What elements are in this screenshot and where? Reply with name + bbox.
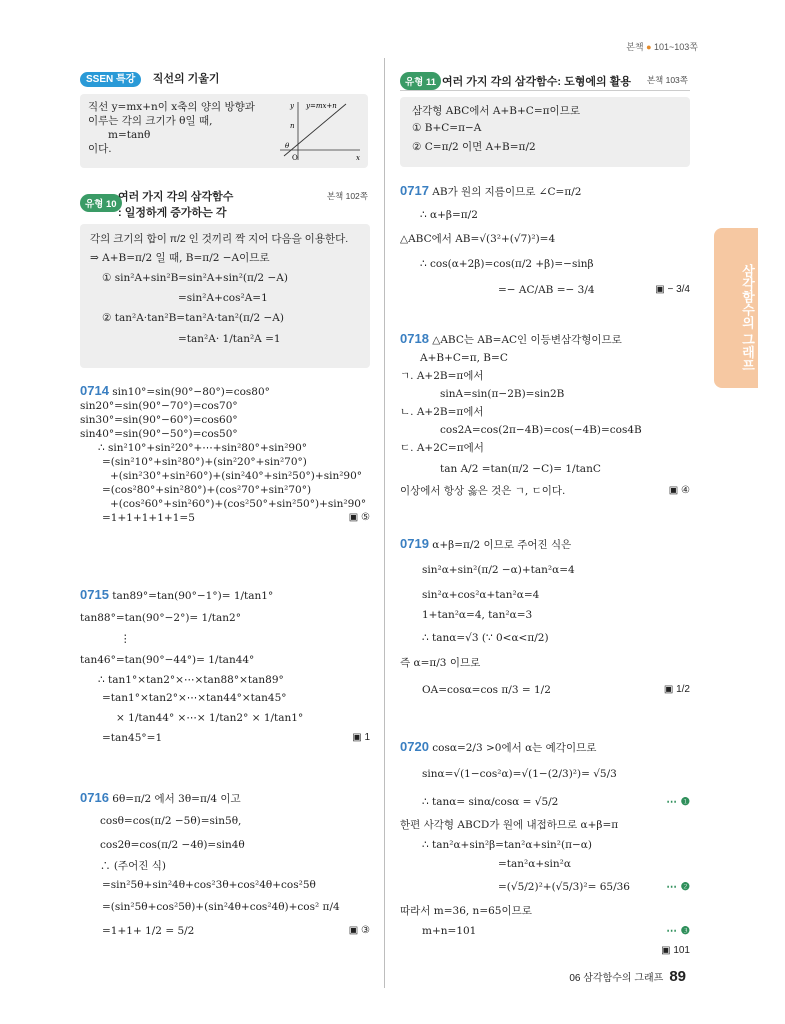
ssen-line: 이다.: [88, 143, 112, 155]
solution-line: × 1/tan44° ×⋯× 1/tan2° × 1/tan1°: [116, 712, 304, 724]
solution-line: ∴ α+β=π/2: [420, 209, 478, 221]
type11-line: ② C=π/2 이면 A+B=π/2: [412, 141, 536, 153]
solution-line: m+n=101: [422, 925, 477, 937]
graph-n-label: n: [290, 122, 295, 130]
problem-number: 0717: [400, 183, 429, 198]
type11-section: [400, 70, 690, 167]
solution-line: sin30°=sin(90°−60°)=cos60°: [80, 414, 238, 426]
problem-0719: [400, 534, 690, 705]
answer-0718: ▣ ④: [668, 485, 690, 496]
answer-0719: ▣ 1/2: [663, 684, 690, 695]
solution-line: cosθ=cos(π/2 −5θ)=sin5θ,: [100, 815, 242, 827]
type10-section: [80, 188, 370, 368]
problem-0714: [80, 384, 370, 525]
type11-badge: 유형 11: [400, 72, 441, 90]
solution-line: sin10°=sin(90°−80°)=cos80°: [112, 386, 270, 398]
solution-line: 따라서 m=36, n=65이므로: [400, 905, 532, 917]
graph-theta-label: θ: [285, 142, 290, 150]
solution-line: 즉 α=π/3 이므로: [400, 657, 481, 669]
problem-number: 0720: [400, 739, 429, 754]
answer-0717: ▣ − 3/4: [655, 284, 690, 295]
solution-line: A+B+C=π, B=C: [420, 352, 508, 364]
ssen-line: 직선 y=mx+n이 x축의 양의 방향과: [88, 101, 255, 113]
solution-line: ∴ (주어진 식): [100, 860, 166, 872]
step-mark-3: ⋯ ❸: [666, 925, 690, 937]
solution-line: tan A/2 =tan(π/2 −C)= 1/tanC: [440, 463, 601, 475]
solution-line: cos2A=cos(2π−4B)=cos(−4B)=cos4B: [440, 424, 642, 436]
solution-line: tan89°=tan(90°−1°)= 1/tan1°: [112, 590, 274, 602]
type10-line: =tan²A· 1/tan²A =1: [178, 333, 281, 345]
answer-box-icon: ▣: [348, 512, 359, 523]
solution-line: =(sin²5θ+cos²5θ)+(sin²4θ+cos²4θ)+cos² π/4: [102, 901, 340, 913]
ssen-badge: SSEN 특강: [80, 72, 141, 87]
solution-line: tan88°=tan(90°−2°)= 1/tan2°: [80, 612, 241, 624]
answer-0720: ▣ 101: [661, 945, 690, 956]
problem-number: 0716: [80, 790, 109, 805]
solution-line: ⋮: [120, 633, 131, 645]
solution-line: △ABC는 AB=AC인 이등변삼각형이므로: [432, 334, 622, 346]
type11-ref: 본책 103쪽: [646, 75, 688, 85]
chapter-side-tab: [714, 228, 785, 388]
solution-line: =(√5/2)²+(√5/3)²= 65/36: [498, 881, 630, 893]
graph-y-label: y: [290, 102, 294, 110]
solution-line: sin²α+sin²(π/2 −α)+tan²α=4: [422, 564, 575, 576]
answer-0714: ▣ ⑤: [348, 512, 370, 523]
solution-line: =sin²5θ+sin²4θ+cos²3θ+cos²4θ+cos²5θ: [102, 879, 316, 891]
answer-0716: ▣ ③: [348, 925, 370, 936]
type10-ref: 본책 102쪽: [326, 191, 368, 201]
step-mark-2: ⋯ ❷: [666, 881, 690, 893]
solution-line: ∴ tan1°×tan2°×⋯×tan88°×tan89°: [98, 674, 284, 686]
type10-line: ⇒ A+B=π/2 일 때, B=π/2 −A이므로: [90, 252, 270, 264]
problem-number: 0714: [80, 383, 109, 398]
solution-line: △ABC에서 AB=√(3²+(√7)²)=4: [400, 233, 556, 245]
solution-line: ∴ tan²α+sin²β=tan²α+sin²(π−α): [422, 839, 592, 851]
solution-line: sin20°=sin(90°−70°)=cos70°: [80, 400, 238, 412]
problem-0715: [80, 584, 370, 747]
graph-eq-label: y=mx+n: [306, 102, 337, 110]
answer-0715: ▣ 1: [352, 732, 370, 743]
solution-line: sin²α+cos²α+tan²α=4: [422, 589, 540, 601]
problem-0718: [400, 330, 690, 501]
page-reference: 본책 ● 101~103쪽: [626, 42, 698, 52]
type11-title: 여러 가지 각의 삼각함수: 도형에의 활용: [442, 76, 631, 88]
column-divider: [384, 58, 385, 988]
solution-line: ㄱ. A+2B=π에서: [400, 370, 484, 382]
type10-line: ② tan²A·tan²B=tan²A·tan²(π/2 −A): [102, 312, 284, 324]
type10-badge: 유형 10: [80, 194, 122, 212]
solution-line: ∴ tanα=√3 (∵ 0<α<π/2): [422, 632, 549, 644]
solution-line: ∴ sin²10°+sin²20°+⋯+sin²80°+sin²90°: [98, 442, 308, 454]
footer-chapter: 06 삼각함수의 그래프: [569, 973, 664, 984]
solution-line: sin40°=sin(90°−50°)=cos50°: [80, 428, 238, 440]
answer-box-icon: ▣: [352, 732, 362, 743]
solution-line: AB가 원의 지름이므로 ∠C=π/2: [432, 186, 582, 198]
problem-number: 0718: [400, 331, 429, 346]
solution-line: =(sin²10°+sin²80°)+(sin²20°+sin²70°): [102, 456, 307, 468]
answer-box-icon: ▣: [348, 925, 359, 936]
solution-line: 1+tan²α=4, tan²α=3: [422, 609, 533, 621]
problem-number: 0715: [80, 587, 109, 602]
answer-box-icon: ▣: [661, 945, 671, 956]
problem-0716: [80, 788, 370, 943]
solution-line: =1+1+ 1/2 = 5/2: [102, 925, 195, 937]
ssen-line: 이루는 각의 크기가 θ일 때,: [88, 115, 213, 127]
solution-line: +(sin²30°+sin²60°)+(sin²40°+sin²50°)+sin²90°: [110, 470, 363, 482]
answer-box-icon: ▣: [668, 485, 679, 496]
solution-line: =− AC/AB =− 3/4: [498, 284, 595, 296]
type10-title: 여러 가지 각의 삼각함수: [118, 191, 234, 203]
problem-0717: [400, 180, 690, 303]
ssen-special-box: [80, 72, 368, 168]
page-number: 89: [669, 968, 686, 985]
type11-line: 삼각형 ABC에서 A+B+C=π이므로: [412, 105, 580, 117]
solution-line: =tan1°×tan2°×⋯×tan44°×tan45°: [102, 692, 287, 704]
solution-line: α+β=π/2 이므로 주어진 식은: [432, 539, 572, 551]
graph-x-label: x: [356, 154, 360, 162]
solution-line: =(cos²80°+sin²80°)+(cos²70°+sin²70°): [102, 484, 312, 496]
ssen-title: 직선의 기울기: [152, 73, 220, 85]
solution-line: ∴ cos(α+2β)=cos(π/2 +β)=−sinβ: [420, 258, 594, 270]
type10-line: 각의 크기의 합이 π/2 인 것끼리 짝 지어 다음을 이용한다.: [90, 233, 349, 245]
solution-line: cos2θ=cos(π/2 −4θ)=sin4θ: [100, 839, 245, 851]
page-footer: [569, 968, 686, 985]
solution-line: ∴ tanα= sinα/cosα = √5/2: [422, 796, 559, 808]
solution-line: sinA=sin(π−2B)=sin2B: [440, 388, 565, 400]
solution-line: OA=cosα=cos π/3 = 1/2: [422, 684, 551, 696]
type10-subtitle: : 일정하게 증가하는 각: [118, 207, 227, 219]
solution-line: cosα=2/3 >0에서 α는 예각이므로: [432, 742, 597, 754]
answer-box-icon: ▣: [655, 284, 665, 295]
solution-line: tan46°=tan(90°−44°)= 1/tan44°: [80, 654, 255, 666]
solution-line: ㄴ. A+2B=π에서: [400, 406, 484, 418]
line-slope-graph: [276, 98, 364, 164]
solution-line: =tan²α+sin²α: [498, 858, 571, 870]
solution-line: 이상에서 항상 옳은 것은 ㄱ, ㄷ이다.: [400, 485, 566, 497]
problem-number: 0719: [400, 536, 429, 551]
step-mark-1: ⋯ ❶: [666, 796, 690, 808]
solution-line: 한편 사각형 ABCD가 원에 내접하므로 α+β=π: [400, 819, 619, 831]
answer-box-icon: ▣: [663, 684, 674, 695]
problem-0720: [400, 736, 690, 960]
chapter-title: 삼각함수의 그래프: [740, 264, 755, 372]
ssen-line: m=tanθ: [108, 129, 151, 141]
chapter-number: 06: [769, 264, 785, 280]
solution-line: =1+1+1+1+1=5: [102, 512, 195, 524]
solution-line: 6θ=π/2 에서 3θ=π/4 이고: [112, 793, 241, 805]
solution-line: +(cos²60°+sin²60°)+(cos²50°+sin²50°)+sin²90°: [110, 498, 367, 510]
solution-line: =tan45°=1: [102, 732, 163, 744]
type11-line: ① B+C=π−A: [412, 122, 482, 134]
graph-origin-label: O: [292, 154, 298, 162]
type10-line: ① sin²A+sin²B=sin²A+sin²(π/2 −A): [102, 272, 288, 284]
solution-line: sinα=√(1−cos²α)=√(1−(2/3)²)= √5/3: [422, 768, 617, 780]
type10-line: =sin²A+cos²A=1: [178, 292, 268, 304]
solution-line: ㄷ. A+2C=π에서: [400, 442, 484, 454]
